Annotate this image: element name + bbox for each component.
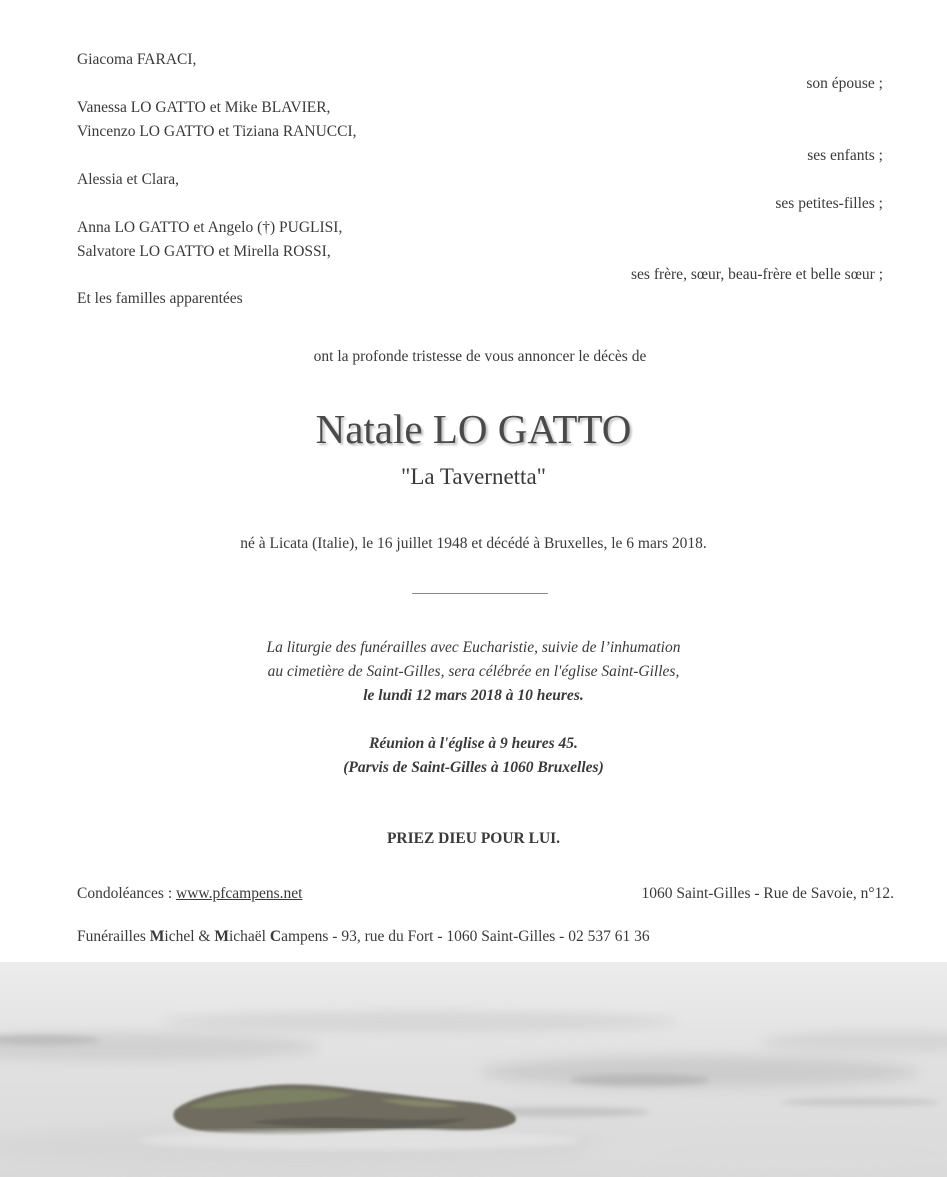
funeral-home-text: ichaël [228, 928, 270, 945]
seascape-rock-photo [0, 962, 947, 1177]
address: 1060 Saint-Gilles - Rue de Savoie, n°12. [641, 885, 894, 902]
ceremony-line: La liturgie des funérailles avec Eucharistie, suivie de l’inhumation [266, 639, 681, 656]
grandchildren-role: ses petites-filles ; [775, 195, 883, 212]
initial-m: M [149, 928, 165, 945]
birth-death-dates: né à Licata (Italie), le 16 juillet 1948 et décédé à Bruxelles, le 6 mars 2018. [240, 535, 707, 552]
siblings-role: ses frère, sœur, beau-frère et belle sœur ; [631, 266, 883, 283]
child-couple: Vincenzo LO GATTO et Tiziana RANUCCI, [77, 123, 357, 140]
initial-c: C [269, 928, 282, 945]
meeting-time: Réunion à l'église à 9 heures 45. [369, 735, 578, 752]
spouse-role: son épouse ; [806, 75, 883, 92]
sibling-couple: Salvatore LO GATTO et Mirella ROSSI, [77, 243, 331, 260]
ceremony-date: le lundi 12 mars 2018 à 10 heures. [363, 687, 584, 704]
funeral-home-prefix: Funérailles [77, 928, 150, 945]
spouse-name: Giacoma FARACI, [77, 51, 197, 68]
sibling-couple: Anna LO GATTO et Angelo (†) PUGLISI, [77, 219, 343, 236]
prayer-text: PRIEZ DIEU POUR LUI. [386, 830, 561, 847]
announcement-text: ont la profonde tristesse de vous annoncer le décès de [313, 348, 647, 365]
funeral-home-text: ampens - 93, rue du Fort - 1060 Saint-Gilles - 02 537 61 36 [281, 928, 650, 945]
extended-family: Et les familles apparentées [77, 290, 243, 307]
condolences [77, 884, 302, 904]
separator-line [412, 593, 548, 594]
condolences-link[interactable]: www.pfcampens.net [176, 885, 303, 902]
condolences-label: Condoléances : [77, 885, 177, 902]
ceremony-line: au cimetière de Saint-Gilles, sera célébrée en l'église Saint-Gilles, [267, 663, 680, 680]
funeral-home-text: ichel & [164, 928, 215, 945]
children-role: ses enfants ; [807, 147, 883, 164]
grandchildren-names: Alessia et Clara, [77, 171, 180, 188]
deceased-name: Natale LO GATTO [315, 406, 632, 452]
initial-m: M [214, 928, 229, 945]
deceased-nickname: "La Tavernetta" [400, 464, 547, 489]
meeting-place: (Parvis de Saint-Gilles à 1060 Bruxelles) [343, 759, 604, 776]
funeral-home [77, 927, 650, 947]
child-couple: Vanessa LO GATTO et Mike BLAVIER, [77, 99, 331, 116]
